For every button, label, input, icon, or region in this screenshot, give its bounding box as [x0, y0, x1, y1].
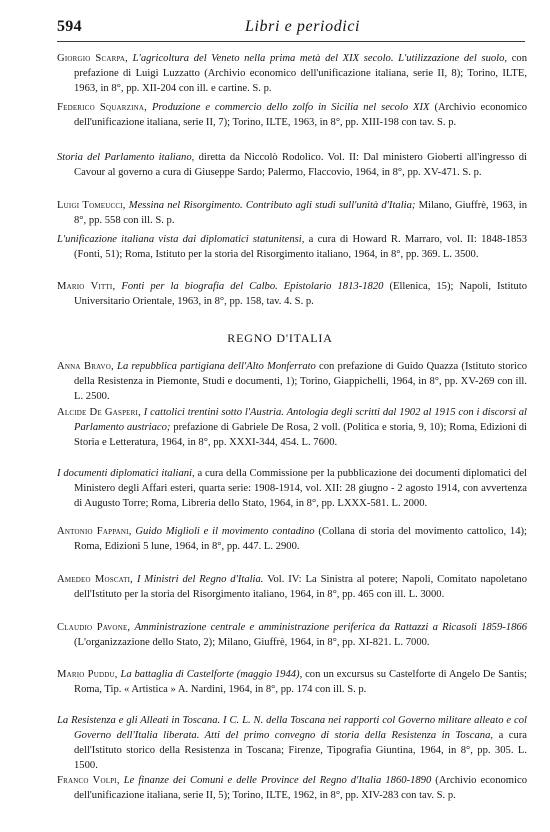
entry-title: Amministrazione centrale e amministrazione periferica da Rattazzi a Ricasoli 1859-1866 [134, 622, 527, 633]
bibliography-entry [57, 668, 527, 698]
entry-details: a cura dell'Istituto storico della Resistenza in Toscana; Firenze, Tipografia Giuntina, 1964, in 8°, pp. 305. L. 1500. [74, 729, 527, 771]
entry-author: Federico Squarzina, [57, 102, 148, 113]
entry-title: Storia del Parlamento italiano, [57, 152, 195, 163]
entry-title: La Resistenza e gli Alleati in Toscana. I C. L. N. della Toscana nei rapporti col Governo militare alleato e col Governo dell'Italia liberata. Atti del primo convegno di storia della Resistenza in Toscana, [57, 715, 527, 741]
bibliography-entry [57, 714, 527, 774]
entry-title: La repubblica partigiana dell'Alto Monferrato [117, 361, 316, 372]
entry-details: a cura di Howard R. Marraro, vol. II: 1848-1853 (Fonti, 51); Roma, Istituto per la storia del Risorgimento italiano, 1964, in 8°, pp. 369. L. 3500. [74, 234, 528, 260]
bibliography-entry [57, 467, 527, 512]
bibliography-entry [57, 360, 527, 405]
bibliography-entry [57, 101, 527, 131]
entry-author: Mario Vitti, [57, 281, 116, 292]
entry-details: (L'organizzazione dello Stato, 2); Milano, Giuffrè, 1964, in 8°, pp. XI-821. L. 7000. [74, 636, 430, 648]
entry-title: Fonti per la biografia del Calbo. Epistolario 1813-1820 [121, 281, 384, 292]
entry-details: con prefazione di Luigi Luzzatto (Archivio economico dell'unificazione italiana, serie II, 8); Torino, ILTE, 1963, in 8°, pp. XII-204 con ill. e cartine. S. p. [74, 53, 527, 94]
entry-title: Guido Miglioli e il movimento contadino [135, 526, 315, 537]
section-heading-text: REGNO D'ITALIA [227, 331, 333, 345]
bibliography-entry [57, 406, 527, 451]
bibliography-entry [57, 280, 527, 310]
bibliography-entry [57, 525, 527, 555]
entry-title: L'unificazione italiana vista dai diplomatici statunitensi, [57, 234, 305, 245]
entry-title: La battaglia di Castelforte (maggio 1944), [120, 669, 303, 680]
entry-details: (Archivio economico dell'unificazione italiana, serie II, 5); Torino, ILTE, 1962, in 8°, pp. XIV-283 con tav. S. p. [74, 775, 527, 801]
entry-author: Mario Puddu, [57, 669, 118, 680]
entry-details: (Ellenica, 15); Napoli, Istituto Universitario Orientale, 1963, in 8°, pp. 158, tav. 4. S. p. [74, 281, 528, 307]
header-rule [57, 41, 525, 42]
entry-title: Messina nel Risorgimento. Contributo agli studi sull'unità d'Italia; [128, 200, 416, 211]
bibliography-entry [57, 573, 527, 603]
bibliography-entry [57, 621, 527, 651]
running-title: Libri e periodici [245, 18, 361, 35]
entry-details: a cura della Commissione per la pubblicazione dei documenti diplomatici del Ministero degli Affari esteri, quarta serie: 1908-1914, vol. XII: 28 giugno - 2 agosto 1914, con avvertenza di Augusto Torre; Roma, Libreria dello Stato, 1964, in 8°, pp. LXXX-581. L. 2000. [74, 468, 527, 509]
entry-details: prefazione di Gabriele De Rosa, 2 voll. (Politica e storia, 9, 10); Roma, Edizioni di Storia e Letteratura, 1964, in 8°, pp. XXXI-344, 454. L. 7600. [74, 421, 528, 448]
entry-title: Le finanze dei Comuni e delle Province del Regno d'Italia 1860-1890 [123, 775, 432, 786]
bibliography-entry [57, 151, 527, 181]
entry-author: Claudio Pavone, [57, 622, 131, 633]
entry-title: I Ministri del Regno d'Italia. [136, 574, 264, 585]
entry-author: Franco Volpi, [57, 775, 120, 786]
entry-author: Alcide De Gasperi, [57, 407, 141, 418]
entry-title: Produzione e commercio dello zolfo in Sicilia nel secolo XIX [151, 102, 430, 113]
entry-title: I cattolici trentini sotto l'Austria. Antologia degli scritti dal 1902 al 1915 con i discorsi al Parlamento austriaco; [74, 407, 527, 433]
page-header [0, 18, 550, 42]
entry-details: (Archivio economico dell'unificazione italiana, serie II, 7); Torino, ILTE, 1963, in 8°, pp. XIII-198 con tav. S. p. [74, 102, 528, 128]
entry-title: L'agricoltura del Veneto nella prima metà del XIX secolo. L'utilizzazione del suolo, [132, 53, 508, 64]
page-number: 594 [57, 18, 82, 35]
entry-title: I documenti diplomatici italiani, [57, 468, 195, 479]
entry-details: Milano, Giuffrè, 1963, in 8°, pp. 558 con ill. S. p. [74, 200, 527, 226]
entry-author: Luigi Tomeucci, [57, 200, 126, 211]
entry-author: Giorgio Scarpa, [57, 53, 129, 64]
entry-author: Antonio Fappani, [57, 526, 132, 537]
bibliography-entry [57, 199, 527, 229]
entry-details: (Collana di storia del movimento cattolico, 14); Roma, Edizioni 5 lune, 1964, in 8°, pp. 447. L. 2900. [74, 526, 527, 552]
entry-details: con un excursus su Castelforte di Angelo De Santis; Roma, Tip. « Artistica » A. Nardini, 1964, in 8°, pp. 174 con ill. S. p. [74, 669, 527, 695]
entry-details: diretta da Niccolò Rodolico. Vol. II: Dal ministero Gioberti all'ingresso di Cavour al governo a cura di Giuseppe Sardo; Palermo, Flaccovio, 1964, in 8°, pp. XV-471. S. p. [74, 152, 528, 178]
entry-author: Amedeo Moscati, [57, 574, 134, 585]
entry-details: con prefazione di Guido Quazza (Istituto storico della Resistenza in Piemonte, Studi e documenti, 1); Torino, Giappichelli, 1964, in 8°, pp. XV-269 con ill. L. 2500. [74, 361, 527, 402]
section-heading [0, 331, 550, 346]
bibliography-entry [57, 774, 527, 804]
entry-details: Vol. IV: La Sinistra al potere; Napoli, Comitato napoletano dell'Istituto per la storia del Risorgimento italiano, 1964, in 8°, pp. 465 con ill. L. 3000. [74, 574, 527, 600]
entry-author: Anna Bravo, [57, 361, 114, 372]
bibliography-entry [57, 52, 527, 97]
bibliography-entry [57, 233, 527, 263]
